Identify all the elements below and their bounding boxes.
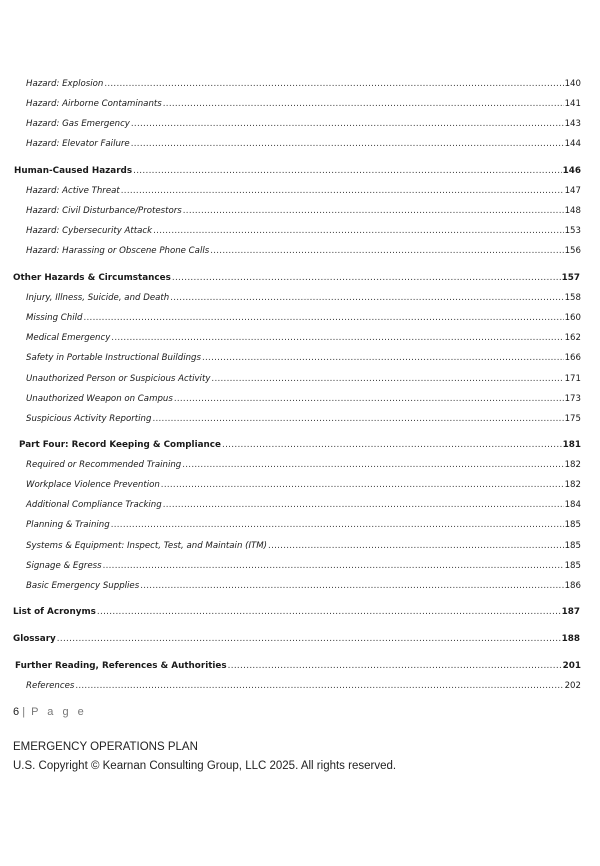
toc-entry-page: 140 — [564, 79, 581, 89]
toc-section-heading[interactable] — [13, 270, 580, 284]
toc-entry-label: Human-Caused Hazards — [14, 166, 133, 176]
toc-entry[interactable] — [26, 517, 581, 531]
copyright-notice: U.S. Copyright © Kearnan Consulting Group, LLC 2025. All rights reserved. — [13, 760, 397, 772]
dot-leader — [183, 206, 564, 217]
toc-entry-page: 185 — [564, 561, 581, 571]
dot-leader — [161, 480, 564, 491]
toc-entry[interactable] — [26, 330, 581, 344]
toc-entry-page: 175 — [564, 414, 581, 424]
toc-section-heading[interactable] — [19, 437, 581, 451]
dot-leader — [104, 79, 563, 90]
toc-entry-page: 201 — [562, 661, 581, 671]
toc-entry[interactable] — [26, 411, 581, 425]
dot-leader — [268, 541, 564, 552]
dot-leader — [153, 226, 563, 237]
toc-entry[interactable] — [26, 136, 581, 150]
toc-entry[interactable] — [26, 497, 581, 511]
dot-leader — [57, 634, 561, 645]
toc-entry-label: Signage & Egress — [26, 561, 102, 571]
toc-entry[interactable] — [26, 477, 581, 491]
toc-entry-label: List of Acronyms — [13, 607, 96, 617]
dot-leader — [111, 520, 564, 531]
dot-leader — [75, 681, 563, 692]
dot-leader — [182, 460, 563, 471]
toc-entry-page: 182 — [564, 460, 581, 470]
dot-leader — [163, 99, 564, 110]
dot-leader — [172, 273, 561, 284]
page-number — [13, 706, 87, 718]
toc-entry-page: 153 — [564, 226, 581, 236]
toc-entry-label: Planning & Training — [26, 520, 110, 530]
dot-leader — [121, 186, 564, 197]
toc-entry-label: Suspicious Activity Reporting — [26, 414, 152, 424]
dot-leader — [131, 139, 564, 150]
toc-entry[interactable] — [26, 76, 581, 90]
toc-entry-label: Part Four: Record Keeping & Compliance — [19, 440, 221, 450]
toc-entry-page: 202 — [564, 681, 581, 691]
dot-leader — [228, 661, 562, 672]
toc-entry-label: Workplace Violence Prevention — [26, 480, 160, 490]
toc-entry-label: Injury, Illness, Suicide, and Death — [26, 293, 170, 303]
page-separator: | — [22, 706, 29, 718]
toc-entry-page: 141 — [564, 99, 581, 109]
toc-entry[interactable] — [26, 310, 581, 324]
toc-entry-label: Systems & Equipment: Inspect, Test, and Maintain (ITM) — [26, 541, 268, 551]
toc-entry-page: 160 — [564, 313, 581, 323]
toc-entry-page: 188 — [561, 634, 580, 644]
dot-leader — [131, 119, 564, 130]
toc-entry-page: 166 — [564, 353, 581, 363]
dot-leader — [133, 166, 562, 177]
toc-entry-page: 173 — [564, 394, 581, 404]
toc-entry-page: 162 — [564, 333, 581, 343]
dot-leader — [163, 500, 564, 511]
toc-entry[interactable] — [26, 116, 581, 130]
toc-entry[interactable] — [26, 457, 581, 471]
toc-entry[interactable] — [26, 391, 581, 405]
toc-section-heading[interactable] — [14, 163, 581, 177]
toc-entry[interactable] — [26, 223, 581, 237]
toc-entry-label: Additional Compliance Tracking — [26, 500, 162, 510]
toc-entry[interactable] — [26, 183, 581, 197]
document-title: EMERGENCY OPERATIONS PLAN — [13, 741, 198, 753]
toc-entry-label: References — [26, 681, 75, 691]
toc-entry-label: Hazard: Harassing or Obscene Phone Calls — [26, 246, 210, 256]
toc-entry-label: Unauthorized Weapon on Campus — [26, 394, 173, 404]
toc-entry-page: 186 — [564, 581, 581, 591]
page-word: P a g e — [31, 706, 87, 718]
toc-entry-page: 171 — [564, 374, 581, 384]
toc-entry-label: Unauthorized Person or Suspicious Activity — [26, 374, 211, 384]
dot-leader — [202, 353, 564, 364]
page-number-value: 6 — [13, 706, 20, 718]
dot-leader — [174, 394, 564, 405]
toc-entry-page: 147 — [564, 186, 581, 196]
toc-entry-label: Safety in Portable Instructional Buildings — [26, 353, 201, 363]
toc-entry-page: 146 — [562, 166, 581, 176]
toc-entry[interactable] — [26, 203, 581, 217]
toc-entry-label: Further Reading, References & Authorities — [15, 661, 227, 671]
toc-entry-page: 182 — [564, 480, 581, 490]
dot-leader — [97, 607, 561, 618]
toc-entry[interactable] — [26, 290, 581, 304]
toc-entry-label: Hazard: Cybersecurity Attack — [26, 226, 153, 236]
toc-entry[interactable] — [26, 578, 581, 592]
toc-entry-page: 157 — [561, 273, 580, 283]
dot-leader — [83, 313, 563, 324]
dot-leader — [170, 293, 563, 304]
toc-entry-label: Medical Emergency — [26, 333, 111, 343]
toc-entry-page: 143 — [564, 119, 581, 129]
dot-leader — [111, 333, 563, 344]
dot-leader — [210, 246, 563, 257]
toc-entry-page: 181 — [562, 440, 581, 450]
toc-entry-label: Required or Recommended Training — [26, 460, 182, 470]
toc-entry-page: 156 — [564, 246, 581, 256]
dot-leader — [103, 561, 564, 572]
toc-entry[interactable] — [26, 243, 581, 257]
toc-entry[interactable] — [26, 558, 581, 572]
toc-entry-page: 144 — [564, 139, 581, 149]
toc-entry-page: 185 — [564, 541, 581, 551]
dot-leader — [211, 374, 563, 385]
toc-entry-label: Hazard: Gas Emergency — [26, 119, 130, 129]
toc-entry-label: Glossary — [13, 634, 56, 644]
toc-entry-label: Basic Emergency Supplies — [26, 581, 140, 591]
toc-entry[interactable] — [26, 371, 581, 385]
dot-leader — [222, 440, 562, 451]
toc-entry-label: Hazard: Airborne Contaminants — [26, 99, 162, 109]
toc-entry-label: Hazard: Elevator Failure — [26, 139, 130, 149]
toc-entry[interactable] — [26, 538, 581, 552]
toc-entry-page: 158 — [564, 293, 581, 303]
toc-entry-label: Hazard: Explosion — [26, 79, 104, 89]
toc-entry-label: Other Hazards & Circumstances — [13, 273, 171, 283]
toc-section-heading[interactable] — [13, 631, 580, 645]
toc-entry-page: 148 — [564, 206, 581, 216]
toc-section-heading[interactable] — [13, 604, 580, 618]
toc-entry-page: 187 — [561, 607, 580, 617]
toc-entry[interactable] — [26, 350, 581, 364]
toc-entry-page: 184 — [564, 500, 581, 510]
toc-entry-label: Hazard: Active Threat — [26, 186, 120, 196]
toc-entry-label: Missing Child — [26, 313, 83, 323]
toc-entry[interactable] — [26, 96, 581, 110]
toc-section-heading[interactable] — [15, 658, 581, 672]
dot-leader — [152, 414, 563, 425]
dot-leader — [140, 581, 563, 592]
toc-entry-label: Hazard: Civil Disturbance/Protestors — [26, 206, 182, 216]
toc-entry[interactable] — [26, 678, 581, 692]
toc-entry-page: 185 — [564, 520, 581, 530]
